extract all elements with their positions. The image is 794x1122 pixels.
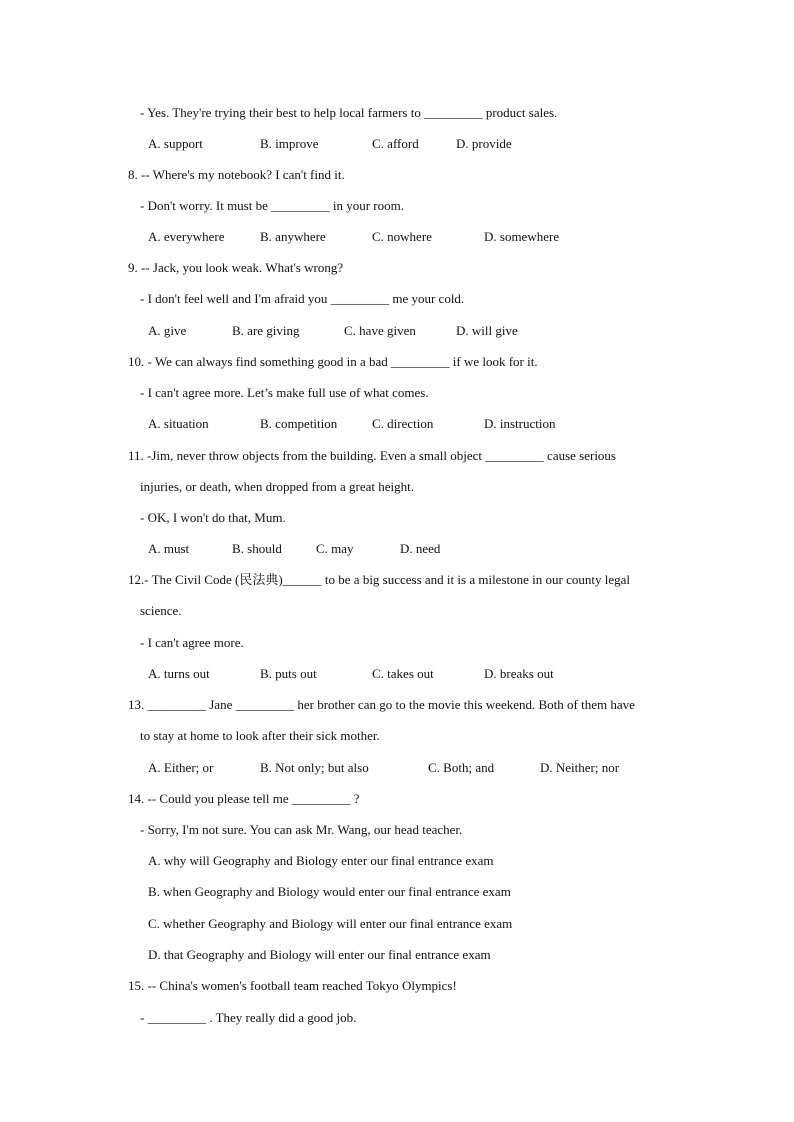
q8-option-a: A. everywhere xyxy=(148,229,225,244)
q8-prompt: 8. -- Where's my notebook? I can't find it. xyxy=(128,167,345,182)
q9-option-a: A. give xyxy=(148,323,187,338)
q8-option-d: D. somewhere xyxy=(484,229,560,244)
q12-option-d: D. breaks out xyxy=(484,666,554,681)
q13-option-a: A. Either; or xyxy=(148,760,214,775)
q14-prompt: 14. -- Could you please tell me _________ ? xyxy=(128,791,360,806)
q10-option-a: A. situation xyxy=(148,416,209,431)
q14-option-d: D. that Geography and Biology will enter our final entrance exam xyxy=(148,947,491,962)
q13-prompt: 13. _________ Jane _________ her brother can go to the movie this weekend. Both of them have xyxy=(128,697,635,712)
q10-reply: - I can't agree more. Let’s make full use of what comes. xyxy=(140,385,429,400)
q9-option-b: B. are giving xyxy=(232,323,300,338)
q11-prompt-continued: injuries, or death, when dropped from a great height. xyxy=(140,479,414,494)
q11-option-a: A. must xyxy=(148,541,190,556)
q11-option-d: D. need xyxy=(400,541,441,556)
q14-option-c: C. whether Geography and Biology will enter our final entrance exam xyxy=(148,916,513,931)
q12-option-c: C. takes out xyxy=(372,666,434,681)
q10-option-c: C. direction xyxy=(372,416,434,431)
q12-reply: - I can't agree more. xyxy=(140,635,244,650)
q15-prompt: 15. -- China's women's football team reached Tokyo Olympics! xyxy=(128,978,457,993)
q11-option-b: B. should xyxy=(232,541,282,556)
q11-option-c: C. may xyxy=(316,541,354,556)
q10-prompt: 10. - We can always find something good in a bad _________ if we look for it. xyxy=(128,354,538,369)
q14-option-b: B. when Geography and Biology would enter our final entrance exam xyxy=(148,884,511,899)
q7-option-b: B. improve xyxy=(260,136,319,151)
q12-option-b: B. puts out xyxy=(260,666,317,681)
q11-prompt: 11. -Jim, never throw objects from the building. Even a small object _________ cause serious xyxy=(128,448,616,463)
q12-option-a: A. turns out xyxy=(148,666,210,681)
q14-option-a: A. why will Geography and Biology enter our final entrance exam xyxy=(148,853,494,868)
q9-reply: - I don't feel well and I'm afraid you _________ me your cold. xyxy=(140,291,465,306)
q15-reply: - _________ . They really did a good job. xyxy=(140,1010,357,1025)
q13-prompt-continued: to stay at home to look after their sick mother. xyxy=(140,728,380,743)
q7-option-d: D. provide xyxy=(456,136,512,151)
q8-option-b: B. anywhere xyxy=(260,229,326,244)
q10-option-b: B. competition xyxy=(260,416,338,431)
q12-prompt: 12.- The Civil Code (民法典)______ to be a big success and it is a milestone in our county legal xyxy=(128,572,630,587)
q7-option-a: A. support xyxy=(148,136,203,151)
q13-option-c: C. Both; and xyxy=(428,760,495,775)
q13-option-b: B. Not only; but also xyxy=(260,760,369,775)
q11-reply: - OK, I won't do that, Mum. xyxy=(140,510,286,525)
q13-option-d: D. Neither; nor xyxy=(540,760,620,775)
q14-reply: - Sorry, I'm not sure. You can ask Mr. Wang, our head teacher. xyxy=(140,822,463,837)
q12-prompt-continued: science. xyxy=(140,603,182,618)
q9-prompt: 9. -- Jack, you look weak. What's wrong? xyxy=(128,260,344,275)
q9-option-d: D. will give xyxy=(456,323,518,338)
q7-option-c: C. afford xyxy=(372,136,419,151)
q9-option-c: C. have given xyxy=(344,323,416,338)
q10-option-d: D. instruction xyxy=(484,416,556,431)
q8-option-c: C. nowhere xyxy=(372,229,432,244)
q8-reply: - Don't worry. It must be _________ in your room. xyxy=(140,198,404,213)
q7-answer-line: - Yes. They're trying their best to help local farmers to _________ product sales. xyxy=(140,105,558,120)
